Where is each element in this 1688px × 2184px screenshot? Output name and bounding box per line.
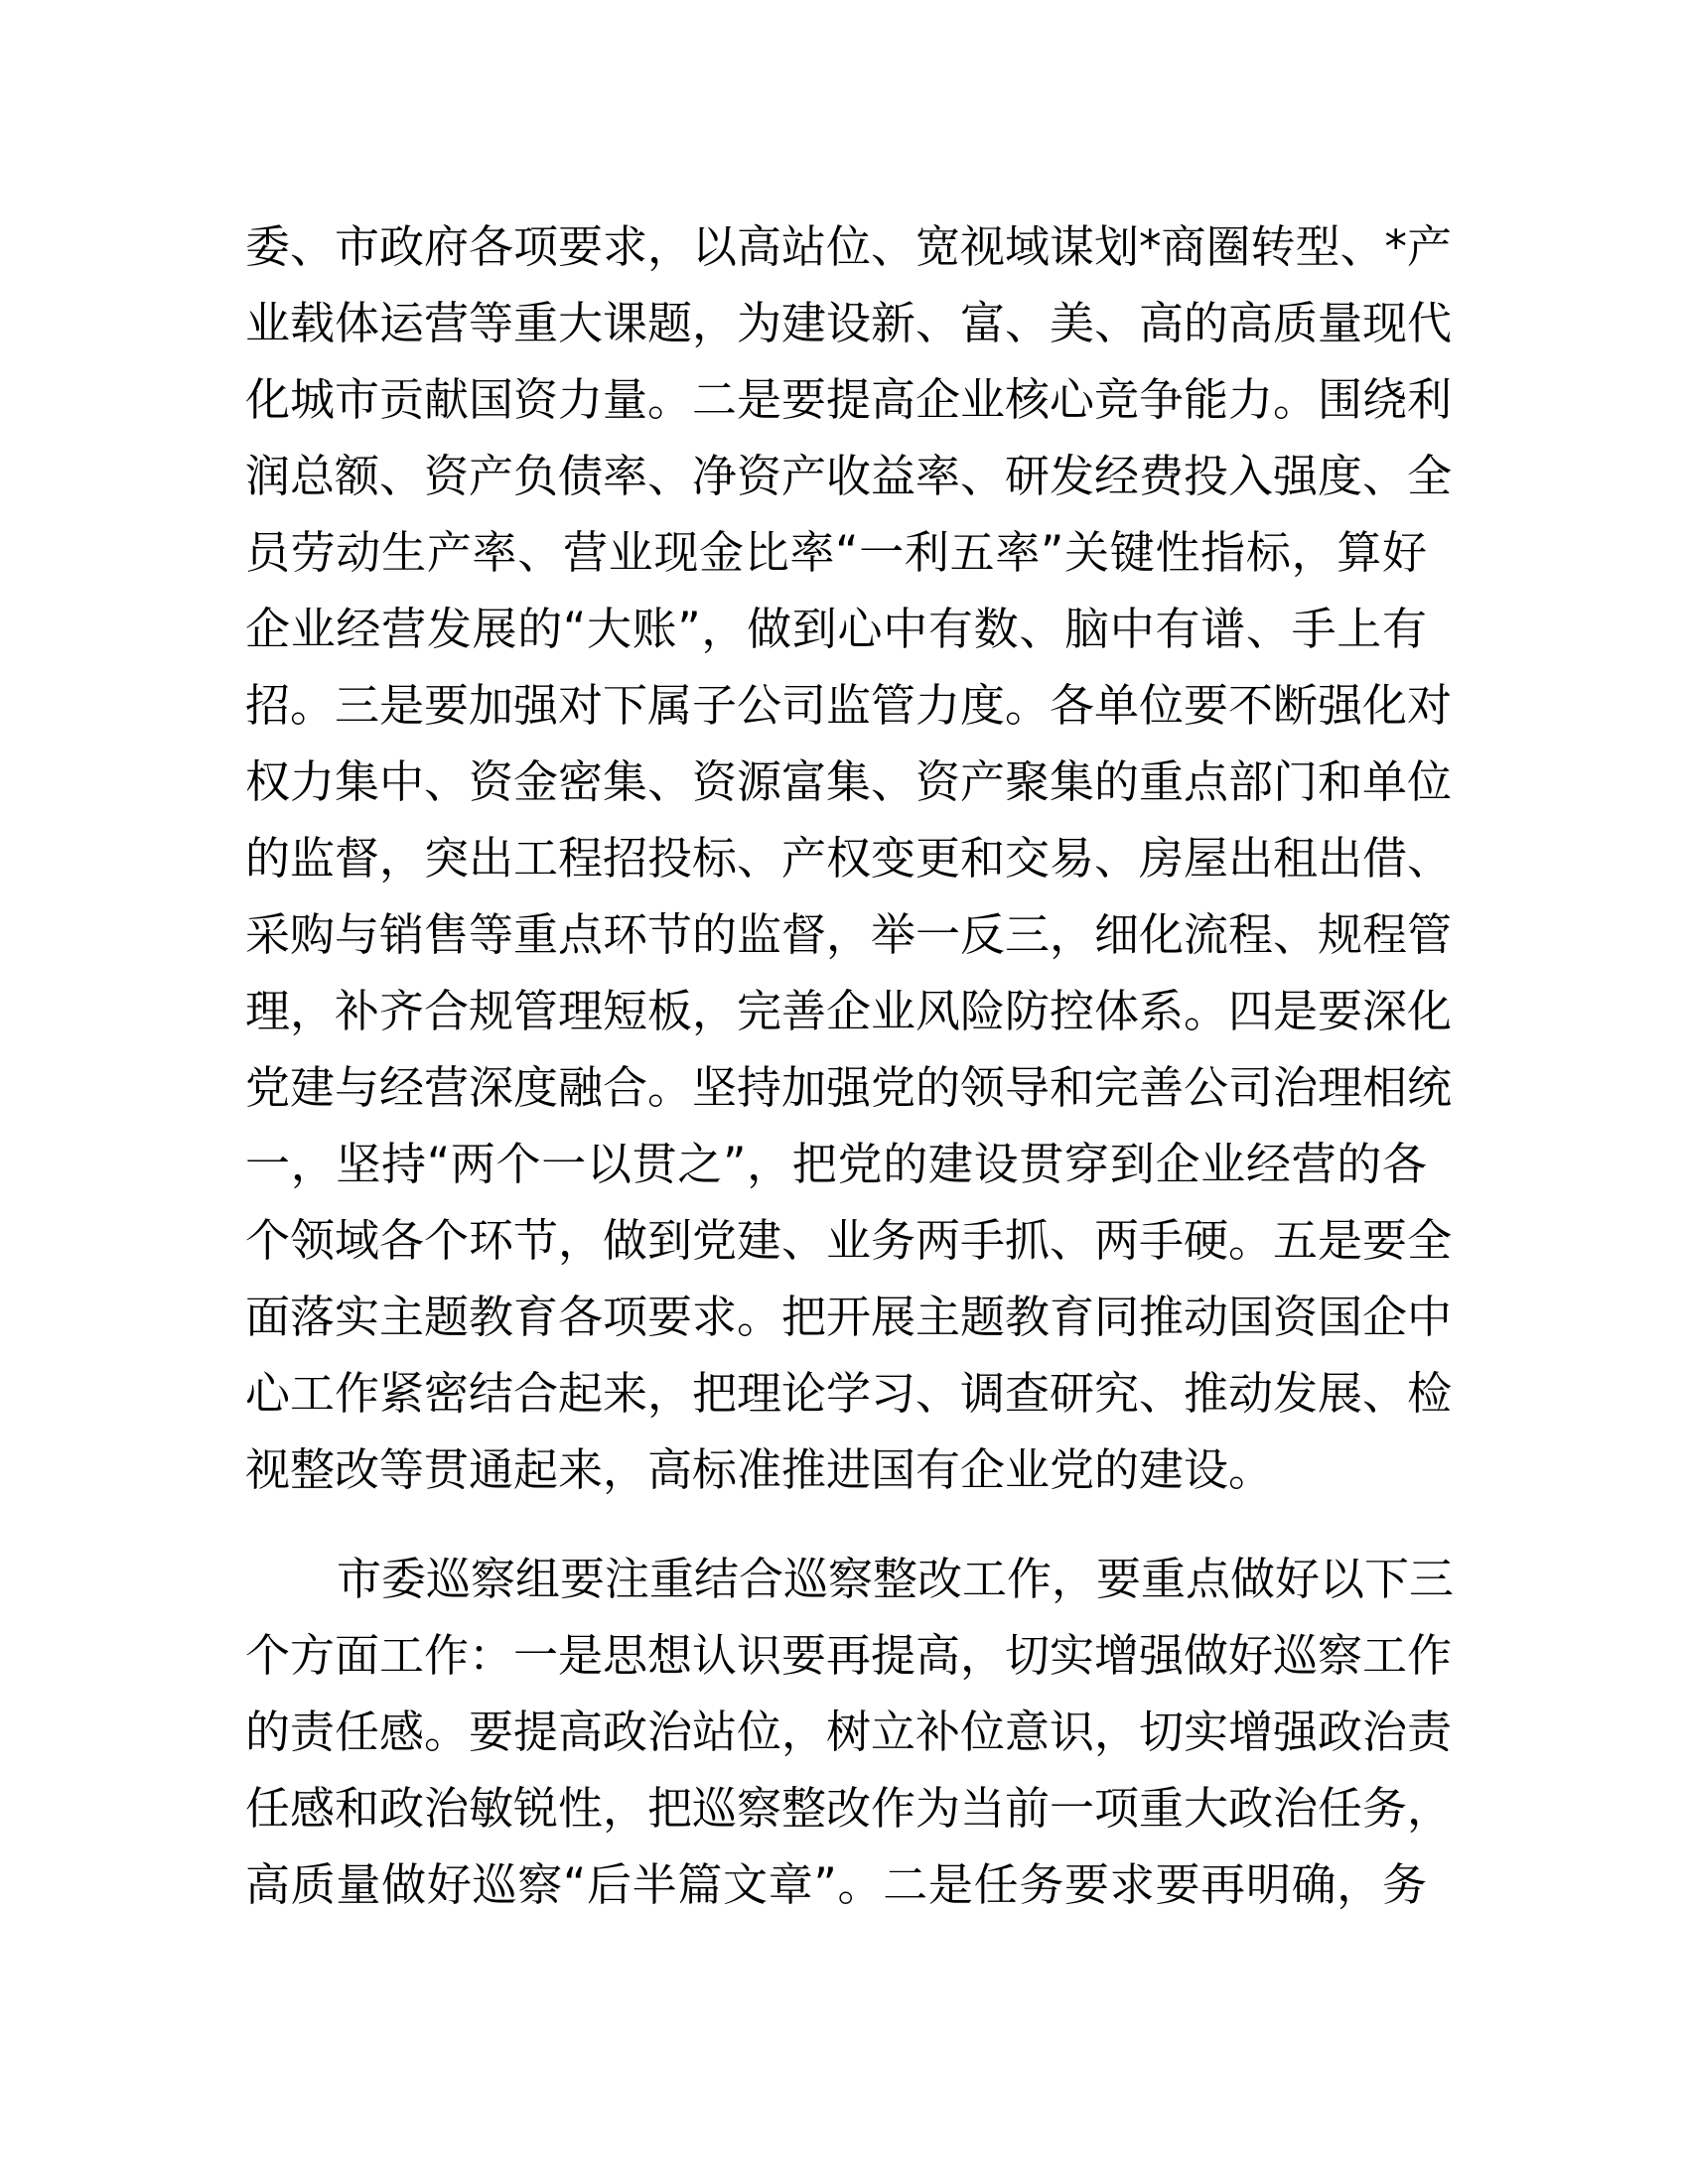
text-line: 化城市贡献国资力量。二是要提高企业核心竞争能力。围绕利 — [245, 373, 1453, 426]
paragraph — [245, 1541, 1455, 1923]
text-line: 的监督，突出工程招投标、产权变更和交易、房屋出租出借、 — [245, 832, 1453, 885]
text-line: 的责任感。要提高政治站位，树立补位意识，切实增强政治责 — [245, 1706, 1453, 1758]
text-line: 面落实主题教育各项要求。把开展主题教育同推动国资国企中 — [245, 1291, 1453, 1343]
text-line: 员劳动生产率、营业现金比率“一利五率”关键性指标，算好 — [245, 526, 1427, 579]
text-line: 一，坚持“两个一以贯之”，把党的建设贯穿到企业经营的各 — [245, 1138, 1427, 1190]
text-line: 权力集中、资金密集、资源富集、资产聚集的重点部门和单位 — [245, 755, 1453, 808]
text-line: 委、市政府各项要求，以高站位、宽视域谋划*商圈转型、*产 — [245, 220, 1453, 273]
text-line: 采购与销售等重点环节的监督，举一反三，细化流程、规程管 — [245, 908, 1453, 961]
document-body — [245, 208, 1455, 1923]
text-line: 心工作紧密结合起来，把理论学习、调查研究、推动发展、检 — [245, 1367, 1453, 1420]
text-line: 任感和政治敏锐性，把巡察整改作为当前一项重大政治任务， — [245, 1782, 1453, 1835]
text-line: 个方面工作：一是思想认识要再提高，切实增强做好巡察工作 — [245, 1629, 1453, 1682]
text-line: 个领域各个环节，做到党建、业务两手抓、两手硬。五是要全 — [245, 1214, 1453, 1267]
text-line: 党建与经营深度融合。坚持加强党的领导和完善公司治理相统 — [245, 1061, 1453, 1114]
text-line: 企业经营发展的“大账”，做到心中有数、脑中有谱、手上有 — [245, 603, 1427, 655]
text-line: 视整改等贯通起来，高标准推进国有企业党的建设。 — [245, 1443, 1274, 1496]
text-line: 市委巡察组要注重结合巡察整改工作，要重点做好以下三 — [337, 1553, 1455, 1605]
paragraph — [245, 208, 1453, 1508]
text-line: 招。三是要加强对下属子公司监管力度。各单位要不断强化对 — [245, 679, 1453, 732]
text-line: 理，补齐合规管理短板，完善企业风险防控体系。四是要深化 — [245, 985, 1453, 1037]
text-line: 业载体运营等重大课题，为建设新、富、美、高的高质量现代 — [245, 297, 1453, 349]
text-line: 润总额、资产负债率、净资产收益率、研发经费投入强度、全 — [245, 450, 1453, 502]
text-line: 高质量做好巡察“后半篇文章”。二是任务要求要再明确，务 — [245, 1858, 1427, 1911]
